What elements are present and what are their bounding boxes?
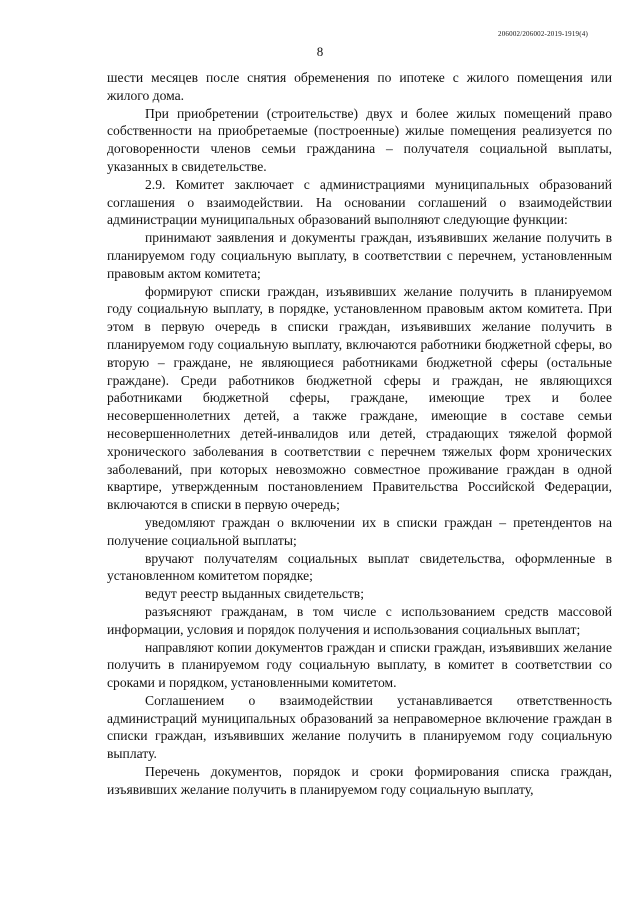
paragraph: принимают заявления и документы граждан, изъявивших желание получить в планируемом году социальную выплату, в соответствии с перечнем, установленным правовым актом комитета; [107,230,612,281]
paragraph: уведомляют граждан о включении их в списки граждан – претендентов на получение социальной выплаты; [107,514,612,548]
paragraph: разъясняют гражданам, в том числе с использованием средств массовой информации, условия и порядок получения и использования социальных выплат; [107,603,612,637]
paragraph: формируют списки граждан, изъявивших желание получить в планируемом году социальную выплату, в порядке, установленном правовым актом комитета. При этом в первую очередь в списки граждан, изъявивших желание получить в планируемом году социальную выплату, включаются работники бюджетной сферы, во вторую – граждане, не являющиеся работниками бюджетной сферы (остальные граждане). Среди работников бюджетной сферы и граждан, не являющихся работниками бюджетной сферы, граждане, имеющие трех и более несовершеннолетних детей, а также граждане, имеющие в составе семьи несовершеннолетних детей-инвалидов или детей, страдающих тяжелой формой хронического заболевания в соответствии с перечнем тяжелых форм хронических заболеваний, при которых невозможно совместное проживание граждан в одной квартире, утвержденным постановлением Правительства Российской Федерации, включаются в списки в первую очередь; [107,283,612,513]
paragraph: Соглашением о взаимодействии устанавливается ответственность администраций муниципальных образований за неправомерное включение граждан в списки граждан, изъявивших желание получить в планируемом году социальную выплату. [107,692,612,762]
paragraph: вручают получателям социальных выплат свидетельства, оформленные в установленном комитетом порядке; [107,550,612,584]
paragraph: ведут реестр выданных свидетельств; [145,586,364,602]
paragraph: При приобретении (строительстве) двух и более жилых помещений право собственности на приобретаемые (построенные) жилые помещения реализуется по договоренности членов семьи гражданина – получателя социальной выплаты, указанных в свидетельстве. [107,105,612,174]
page-number: 8 [316,44,324,59]
document-body [107,69,612,799]
paragraph: шести месяцев после снятия обременения по ипотеке с жилого помещения или жилого дома. [107,70,612,103]
paragraph: 2.9. Комитет заключает с администрациями муниципальных образований соглашения о взаимодействии. На основании соглашений о взаимодействии администрации муниципальных образований выполняют следующие функции: [107,176,612,228]
paragraph: Перечень документов, порядок и сроки формирования списка граждан, изъявивших желание получить в планируемом году социальную выплату, [107,764,612,797]
document-number: 206002/206002-2019-1919(4) [498,30,588,38]
paragraph: направляют копии документов граждан и списки граждан, изъявивших желание получить в планируемом году социальную выплату, в комитет в соответствии со сроками и порядком, установленными комитетом. [107,639,612,691]
